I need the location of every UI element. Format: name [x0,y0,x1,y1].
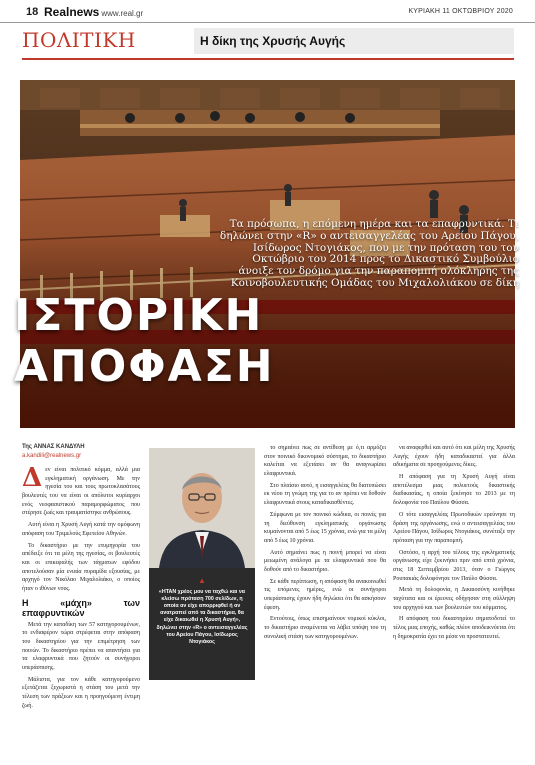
paragraph: Η απόφαση του δικαστηρίου σηματοδοτεί το τέλος μιας εποχής, καθώς πλέον αποδεικνύεται ότι η δημοκρατία έχει τα μέσα να προστατευτεί. [393,616,515,640]
newspaper-logo [44,5,143,19]
paragraph: Στο πλαίσιο αυτό, η εισαγγελέας θα διατυπώσει εκ νέου τη γνώμη της για το αν πρέπει να δοθούν ελαφρυντικά στους καταδικασθέντες. [264,482,386,507]
paragraph: εν είναι πολιτικό κόμμα, αλλά μια εγκληματική οργάνωση. Με την ηγεσία του και τους πρωτοκλασάτους βουλευτές του να είναι οι απόλυτοι κυρίαρχοι ενός νεοφασιστικού παραμορφώματος που στέρησε ζωές και τραυματίστηκε ανθρώπους. [22,467,140,517]
paragraph: Σύμφωνα με τον ποινικό κώδικα, οι ποινές για τη διεύθυνση εγκληματικής οργάνωσης κυμαίνονται από 5 έως 15 χρόνια, ενώ για τα μέλη από 5 έως 10 χρόνια. [264,511,386,544]
portrait-photo [149,448,255,568]
paragraph: Εντούτοις, όπως επισημαίνουν νομικοί κύκλοι, το δικαστήριο αναμένεται να λάβει υπόψη του τη συνολική στάση των κατηγορουμένων. [264,616,386,640]
paragraph: το σημαίνει πως σε αντίθεση με ό,τι αρμόζει στον ποινικό δικονομικό σύστημα, το δικαστήριο καλείται να εξετάσει αν θα αναγνωρίσει ελαφρυντικά. [264,445,386,478]
section-tag-label: Η δίκη της Χρυσής Αυγής [200,34,346,48]
issue-date: ΚΥΡΙΑΚΗ 11 ΟΚΤΩΒΡΙΟΥ 2020 [408,8,513,15]
paragraph: Σε κάθε περίπτωση, η απόφαση θα ανακοινωθεί τις επόμενες ημέρες, ενώ οι συνήγοροι υπεράσπισης έχουν ήδη δηλώσει ότι θα ασκήσουν έφεση. [264,578,386,611]
section-title: ΠΟΛΙΤΙΚΗ [22,28,136,52]
pull-quote-text: «ΗΤΑΝ χρέος μου να ταχθώ και να κλείσω πρόταση 700 σελίδων, η οποία αν είχε απορριφθεί ή αν ανατραπεί από τα δικαστήρια, θα είχε δικαιωθεί η Χρυσή Αυγή», δηλώνει στην «R» ο αντεισαγγελέας του Αρείου Πάγου, Ισίδωρος Ντογιάκος [156,588,248,645]
paragraph: Μάλιστα, για τον κάθε κατηγορούμενο εξετάζεται ξεχωριστά η στάση του μετά την τέλεση των πράξεων και η προηγούμενη έντιμη ζωή. [22,676,140,709]
paragraph: να αναφερθεί και αυτό ότι και μέλη της Χρυσής Αυγής έχουν ήδη καταδικαστεί για άλλα αδικήματα σε προηγούμενες δίκες. [393,445,515,469]
logo-text: Realnews [44,5,100,19]
drop-cap: Δ [22,466,43,493]
quote-triangle-icon: ▲ [198,576,206,585]
article-headline: ΙΣΤΟΡΙΚΗ ΑΠΟΦΑΣΗ [14,290,275,392]
section-tag [194,28,514,54]
paragraph: Η απόφαση για τη Χρυσή Αυγή είναι αποτέλεσμα μιας πολυετούς δικαστικής διαδικασίας, η οποία ξεκίνησε το 2013 με τη δολοφονία του Παύλου Φύσσα. [393,474,515,507]
logo-web: www.real.gr [101,9,144,18]
subheading: Η «μάχη» των επαφρυντικών [22,597,140,618]
paragraph: Ο τότε εισαγγελέας Πρωτοδικών ερεύνησε τη δράση της οργάνωσης, ενώ ο αντεισαγγελέας του Αρείου Πάγου, Ισίδωρος Ντογιάκος, συνέταξε την πρόταση για την παραπομπή. [393,511,515,544]
byline: Της ΑΝΝΑΣ ΚΑΝΔΥΛΗ [22,444,85,450]
pull-quote [149,568,255,680]
article-column-3 [393,444,515,756]
paragraph: Μετά την καταδίκη των 57 κατηγορουμένων, το ενδιαφέρον τώρα στρέφεται στην απόφαση του δικαστηρίου για την επιμέτρηση των ποινών. Το δικαστήριο πρέπει να απαντήσει για τα ελαφρυντικά που ζητούν οι συνήγοροι υπεράσπισης. [22,621,140,672]
photo-caption: Τα πρόσωπα, η επόμενη ημέρα και τα επαφρυντικά. Τι δηλώνει στην «R» ο αντεισαγγελέας του Αρείου Πάγου, Ισίδωρος Ντογιάκος, που με την πρόταση του τον Οκτώβριο του 2014 προς το Δικαστικό Συμβούλιο άνοιξε τον δρόμο για την παραπομπή ολόκληρης της Κοινοβουλευτικής Ομάδας του Μιχαλολιάκου σε δίκη [219,218,519,289]
article-column-1 [22,466,140,756]
portrait-illustration [149,448,255,568]
paragraph: Οστόσο, η αρχή του τέλους της εγκληματικής οργάνωσης είχε ξεκινήσει πριν από επτά χρόνια, στις 18 Σεπτεμβρίου 2013, όταν ο Γιώργος Ρουπακιάς δολοφόνησε τον Παύλο Φύσσα. [393,549,515,582]
author-email: a.kandili@realnews.gr [22,453,82,459]
article-column-2 [264,444,386,756]
page-number: 18 [26,6,39,18]
paragraph: Μετά τη δολοφονία, η Δικαιοσύνη κινήθηκε ταχύτατα και οι έρευνες οδήγησαν στη σύλληψη του αρχηγού και των βουλευτών του κόμματος. [393,587,515,611]
paragraph: Αυτή είναι η Χρυσή Αυγή κατά την ομόφωνη απόφαση του Τριμελούς Εφετείου Αθηνών. [22,522,140,537]
section-rule [22,58,514,60]
paragraph: Αυτό σημαίνει πως η ποινή μπορεί να είναι μειωμένη ανάλογα με τα ελαφρυντικά που θα δοθούν από το δικαστήριο. [264,549,386,573]
page-header [0,0,535,23]
paragraph: Το δικαστήριο με την ετυμηγορία του απέδειξε ότι τα μέλη της ηγεσίας, οι βουλευτές και οι επικεφαλής των τάγματων εφόδου αποτελούσαν μία ενιαία πυραμίδα εξουσίας, με αρχηγό τον Νικόλαο Μιχαλολιάκο, ο οποίος ήταν ο ιθύνων νους. [22,542,140,592]
